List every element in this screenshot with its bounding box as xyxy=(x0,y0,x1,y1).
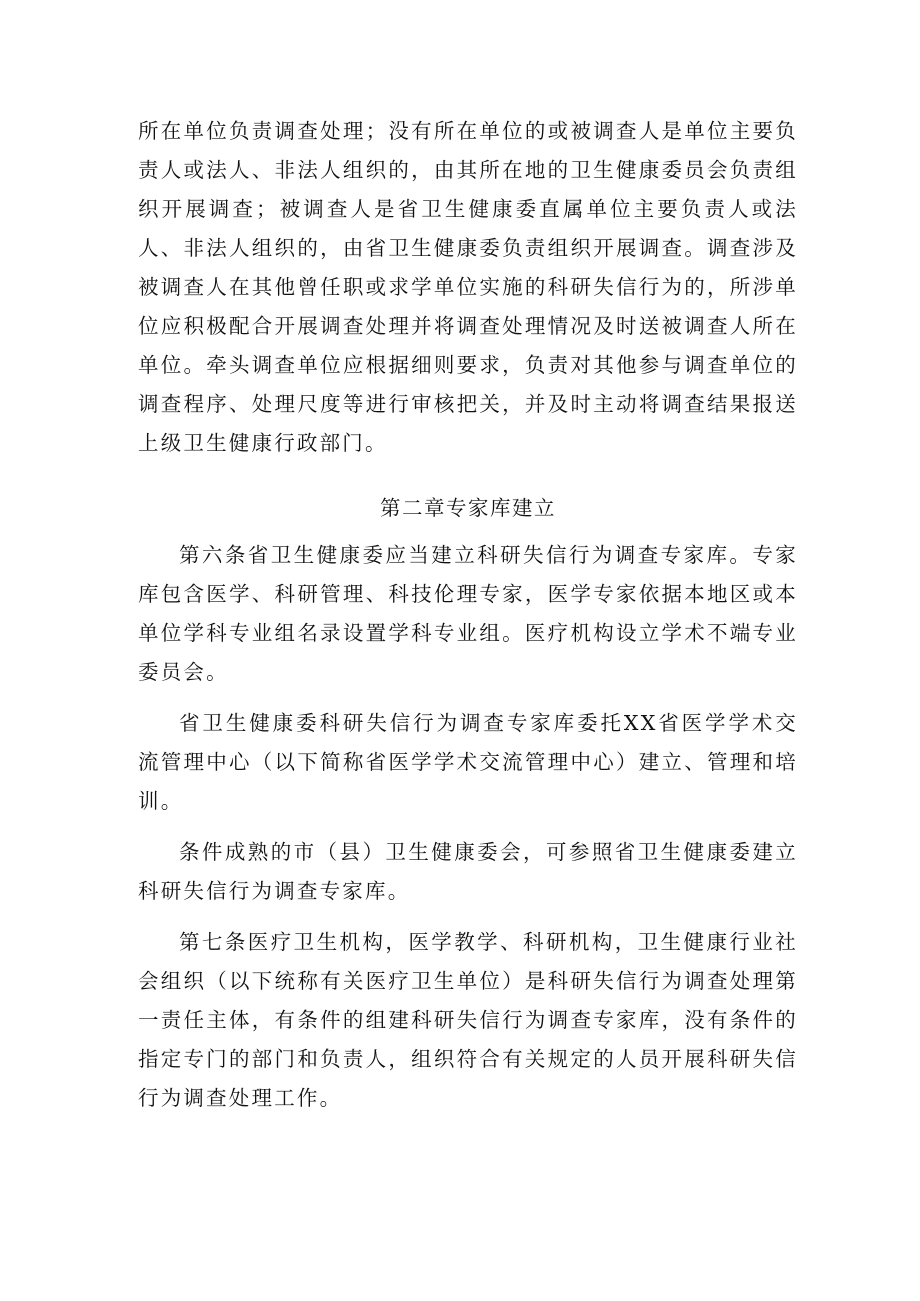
paragraph-article-6: 第六条省卫生健康委应当建立科研失信行为调查专家库。专家库包含医学、科研管理、科技伦理专家，医学专家依据本地区或本单位学科专业组名录设置学科专业组。医疗机构设立学术不端专业委员会。 xyxy=(138,543,798,684)
paragraph-continuation: 所在单位负责调查处理；没有所在单位的或被调查人是单位主要负责人或法人、非法人组织的，由其所在地的卫生健康委员会负责组织开展调查；被调查人是省卫生健康委直属单位主要负责人或法人、非法人组织的，由省卫生健康委负责组织开展调查。调查涉及被调查人在其他曾任职或求学单位实施的科研失信行为的，所涉单位应积极配合开展调查处理并将调查处理情况及时送被调查人所在单位。牵头调查单位应根据细则要求，负责对其他参与调查单位的调查程序、处理尺度等进行审核把关，并及时主动将调查结果报送上级卫生健康行政部门。 xyxy=(138,119,798,455)
paragraph-city-county: 条件成熟的市（县）卫生健康委会，可参照省卫生健康委建立科研失信行为调查专家库。 xyxy=(138,840,798,903)
document-page xyxy=(138,112,798,1118)
chapter-title: 第二章专家库建立 xyxy=(380,496,556,520)
paragraph-article-7: 第七条医疗卫生机构，医学教学、科研机构，卫生健康行业社会组织（以下统称有关医疗卫生单位）是科研失信行为调查处理第一责任主体，有条件的组建科研失信行为调查专家库，没有条件的指定专门的部门和负责人，组织符合有关规定的人员开展科研失信行为调查处理工作。 xyxy=(138,930,798,1110)
paragraph-expert-pool: 省卫生健康委科研失信行为调查专家库委托XX省医学学术交流管理中心（以下简称省医学学术交流管理中心）建立、管理和培训。 xyxy=(138,711,798,813)
